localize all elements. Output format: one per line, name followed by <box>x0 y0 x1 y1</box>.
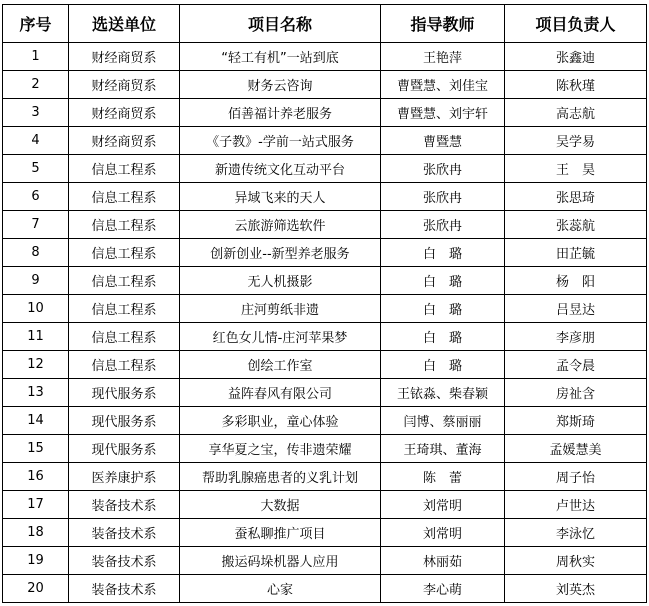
table-body <box>3 43 647 603</box>
table-row <box>3 155 647 183</box>
cell-project-name: 心家 <box>180 575 381 603</box>
cell-advisor: 张欣冉 <box>381 155 505 183</box>
cell-submitting-unit: 信息工程系 <box>69 323 180 351</box>
cell-serial-number: 2 <box>3 71 69 99</box>
cell-project-name: 无人机摄影 <box>180 267 381 295</box>
cell-project-lead: 高志航 <box>505 99 647 127</box>
project-table <box>2 4 647 603</box>
cell-advisor: 白 璐 <box>381 351 505 379</box>
cell-project-lead: 陈秋瑾 <box>505 71 647 99</box>
table-row <box>3 379 647 407</box>
cell-project-lead: 周秋实 <box>505 547 647 575</box>
cell-submitting-unit: 信息工程系 <box>69 155 180 183</box>
cell-project-name: 多彩职业，童心体验 <box>180 407 381 435</box>
cell-advisor: 王艳萍 <box>381 43 505 71</box>
cell-project-lead: 张蕊航 <box>505 211 647 239</box>
cell-advisor: 曹暨慧 <box>381 127 505 155</box>
cell-submitting-unit: 信息工程系 <box>69 351 180 379</box>
cell-advisor: 张欣冉 <box>381 211 505 239</box>
table-row <box>3 239 647 267</box>
cell-advisor: 白 璐 <box>381 267 505 295</box>
table-row <box>3 71 647 99</box>
cell-project-name: 佰善福计养老服务 <box>180 99 381 127</box>
cell-submitting-unit: 现代服务系 <box>69 435 180 463</box>
cell-advisor: 张欣冉 <box>381 183 505 211</box>
cell-advisor: 陈 蕾 <box>381 463 505 491</box>
cell-project-lead: 李彦朋 <box>505 323 647 351</box>
table-row <box>3 519 647 547</box>
cell-project-name: 蚕私聊推广项目 <box>180 519 381 547</box>
table-row <box>3 575 647 603</box>
cell-project-name: 异域飞来的天人 <box>180 183 381 211</box>
table-row <box>3 183 647 211</box>
cell-project-lead: 郑斯琦 <box>505 407 647 435</box>
cell-project-name: 庄河剪纸非遗 <box>180 295 381 323</box>
cell-project-lead: 卢世达 <box>505 491 647 519</box>
cell-serial-number: 11 <box>3 323 69 351</box>
table-row <box>3 211 647 239</box>
cell-serial-number: 14 <box>3 407 69 435</box>
cell-submitting-unit: 现代服务系 <box>69 407 180 435</box>
project-list-sheet <box>2 4 647 603</box>
cell-submitting-unit: 现代服务系 <box>69 379 180 407</box>
cell-submitting-unit: 信息工程系 <box>69 267 180 295</box>
header-serial-number: 序号 <box>3 5 69 43</box>
cell-serial-number: 5 <box>3 155 69 183</box>
table-row <box>3 463 647 491</box>
cell-project-lead: 田芷毓 <box>505 239 647 267</box>
cell-serial-number: 4 <box>3 127 69 155</box>
cell-advisor: 闫博、蔡丽丽 <box>381 407 505 435</box>
cell-project-name: 云旅游筛选软件 <box>180 211 381 239</box>
cell-serial-number: 9 <box>3 267 69 295</box>
cell-project-name: 财务云咨询 <box>180 71 381 99</box>
cell-advisor: 曹暨慧、刘宇轩 <box>381 99 505 127</box>
table-row <box>3 99 647 127</box>
cell-serial-number: 10 <box>3 295 69 323</box>
table-row <box>3 351 647 379</box>
cell-project-name: 新遗传统文化互动平台 <box>180 155 381 183</box>
cell-advisor: 白 璐 <box>381 295 505 323</box>
cell-advisor: 王铱淼、柴春颖 <box>381 379 505 407</box>
cell-serial-number: 1 <box>3 43 69 71</box>
cell-serial-number: 8 <box>3 239 69 267</box>
table-row <box>3 295 647 323</box>
cell-project-name: 帮助乳腺癌患者的义乳计划 <box>180 463 381 491</box>
cell-project-lead: 吴学易 <box>505 127 647 155</box>
cell-serial-number: 12 <box>3 351 69 379</box>
cell-submitting-unit: 信息工程系 <box>69 211 180 239</box>
cell-project-name: 享华夏之宝，传非遗荣耀 <box>180 435 381 463</box>
cell-project-name: 搬运码垛机器人应用 <box>180 547 381 575</box>
table-row <box>3 547 647 575</box>
cell-advisor: 曹暨慧、刘佳宝 <box>381 71 505 99</box>
cell-advisor: 刘常明 <box>381 519 505 547</box>
cell-advisor: 刘常明 <box>381 491 505 519</box>
table-row <box>3 323 647 351</box>
cell-advisor: 王琦琪、董海 <box>381 435 505 463</box>
cell-serial-number: 6 <box>3 183 69 211</box>
cell-submitting-unit: 装备技术系 <box>69 547 180 575</box>
cell-project-lead: 张鑫迪 <box>505 43 647 71</box>
cell-project-name: 创绘工作室 <box>180 351 381 379</box>
cell-project-lead: 刘英杰 <box>505 575 647 603</box>
cell-serial-number: 13 <box>3 379 69 407</box>
table-row <box>3 267 647 295</box>
cell-submitting-unit: 财经商贸系 <box>69 99 180 127</box>
header-project-name: 项目名称 <box>180 5 381 43</box>
cell-submitting-unit: 财经商贸系 <box>69 71 180 99</box>
cell-advisor: 林丽茹 <box>381 547 505 575</box>
cell-serial-number: 7 <box>3 211 69 239</box>
header-row <box>3 5 647 43</box>
cell-project-lead: 杨 阳 <box>505 267 647 295</box>
cell-project-name: 红色女儿情-庄河苹果梦 <box>180 323 381 351</box>
cell-serial-number: 17 <box>3 491 69 519</box>
cell-serial-number: 18 <box>3 519 69 547</box>
cell-project-lead: 张思琦 <box>505 183 647 211</box>
cell-project-lead: 房祉含 <box>505 379 647 407</box>
cell-project-lead: 孟媛慧美 <box>505 435 647 463</box>
cell-serial-number: 3 <box>3 99 69 127</box>
table-row <box>3 127 647 155</box>
table-row <box>3 407 647 435</box>
cell-project-lead: 王 昊 <box>505 155 647 183</box>
header-submitting-unit: 选送单位 <box>69 5 180 43</box>
cell-submitting-unit: 信息工程系 <box>69 295 180 323</box>
cell-project-name: 大数据 <box>180 491 381 519</box>
table-row <box>3 435 647 463</box>
cell-serial-number: 19 <box>3 547 69 575</box>
header-project-lead: 项目负责人 <box>505 5 647 43</box>
cell-project-name: 《子教》-学前一站式服务 <box>180 127 381 155</box>
cell-serial-number: 16 <box>3 463 69 491</box>
cell-project-lead: 李泳忆 <box>505 519 647 547</box>
table-row <box>3 43 647 71</box>
cell-project-name: 益阵春风有限公司 <box>180 379 381 407</box>
cell-submitting-unit: 医养康护系 <box>69 463 180 491</box>
cell-project-name: “轻工有机”一站到底 <box>180 43 381 71</box>
cell-project-lead: 周子怡 <box>505 463 647 491</box>
cell-submitting-unit: 信息工程系 <box>69 239 180 267</box>
cell-advisor: 白 璐 <box>381 239 505 267</box>
cell-submitting-unit: 装备技术系 <box>69 491 180 519</box>
cell-submitting-unit: 财经商贸系 <box>69 43 180 71</box>
cell-project-lead: 孟令晨 <box>505 351 647 379</box>
cell-project-name: 创新创业--新型养老服务 <box>180 239 381 267</box>
cell-submitting-unit: 装备技术系 <box>69 575 180 603</box>
cell-advisor: 李心萌 <box>381 575 505 603</box>
cell-submitting-unit: 财经商贸系 <box>69 127 180 155</box>
cell-serial-number: 20 <box>3 575 69 603</box>
cell-project-lead: 吕昱达 <box>505 295 647 323</box>
cell-serial-number: 15 <box>3 435 69 463</box>
table-row <box>3 491 647 519</box>
header-advisor: 指导教师 <box>381 5 505 43</box>
cell-submitting-unit: 信息工程系 <box>69 183 180 211</box>
cell-submitting-unit: 装备技术系 <box>69 519 180 547</box>
cell-advisor: 白 璐 <box>381 323 505 351</box>
